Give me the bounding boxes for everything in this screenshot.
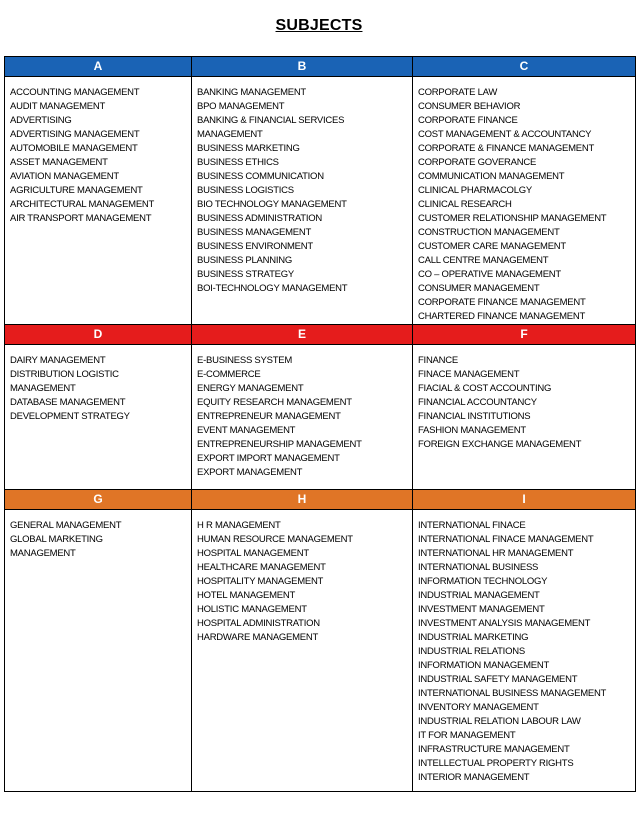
- subject-item: HUMAN RESOURCE MANAGEMENT: [197, 534, 353, 545]
- subject-item: FIACIAL & COST ACCOUNTING: [418, 383, 552, 394]
- subject-list-g: [10, 519, 187, 561]
- section-row: [5, 510, 636, 792]
- subject-item: FINANCE: [418, 355, 458, 366]
- subject-item: COST MANAGEMENT & ACCOUNTANCY: [418, 129, 592, 140]
- subject-list-i: [418, 519, 631, 785]
- subject-item: INDUSTRIAL SAFETY MANAGEMENT: [418, 674, 578, 685]
- subject-item: CLINICAL PHARMACOLGY: [418, 185, 532, 196]
- subject-item: HOSPITAL ADMINISTRATION: [197, 618, 320, 629]
- subject-item: FINANCIAL INSTITUTIONS: [418, 411, 531, 422]
- subject-item: INTERNATIONAL FINACE: [418, 520, 526, 531]
- subject-item: GENERAL MANAGEMENT: [10, 520, 122, 531]
- subject-item: INTERIOR MANAGEMENT: [418, 772, 530, 783]
- subject-item: INFORMATION TECHNOLOGY: [418, 576, 548, 587]
- subject-item: FASHION MANAGEMENT: [418, 425, 526, 436]
- subject-item: HEALTHCARE MANAGEMENT: [197, 562, 326, 573]
- subject-item: BUSINESS PLANNING: [197, 255, 292, 266]
- subject-item: INVESTMENT ANALYSIS MANAGEMENT: [418, 618, 591, 629]
- subject-item: INTERNATIONAL BUSINESS MANAGEMENT: [418, 688, 607, 699]
- subject-item: HARDWARE MANAGEMENT: [197, 632, 319, 643]
- section-header-g: G: [5, 490, 192, 510]
- subject-list-c: [418, 86, 631, 324]
- section-cell-h: [192, 510, 413, 792]
- subject-item: DEVELOPMENT STRATEGY: [10, 411, 130, 422]
- subject-item: ASSET MANAGEMENT: [10, 157, 108, 168]
- subject-item: BUSINESS STRATEGY: [197, 269, 294, 280]
- subject-item: INVESTMENT MANAGEMENT: [418, 604, 545, 615]
- header-row: [5, 57, 636, 77]
- subject-item: ENTREPRENEUR MANAGEMENT: [197, 411, 341, 422]
- subject-item: BANKING & FINANCIAL SERVICES: [197, 115, 345, 126]
- subject-item: DATABASE MANAGEMENT: [10, 397, 126, 408]
- subject-item: INTERNATIONAL BUSINESS: [418, 562, 539, 573]
- subject-item: BANKING MANAGEMENT: [197, 87, 306, 98]
- section-header-b: B: [192, 57, 413, 77]
- section-row: [5, 77, 636, 325]
- subject-item: ACCOUNTING MANAGEMENT: [10, 87, 140, 98]
- subject-item: MANAGEMENT: [10, 383, 76, 394]
- subject-item: BUSINESS COMMUNICATION: [197, 171, 324, 182]
- subject-item: INDUSTRIAL MARKETING: [418, 632, 529, 643]
- subject-item: ARCHITECTURAL MANAGEMENT: [10, 199, 155, 210]
- subject-item: CO – OPERATIVE MANAGEMENT: [418, 269, 561, 280]
- subject-item: FOREIGN EXCHANGE MANAGEMENT: [418, 439, 582, 450]
- section-header-i: I: [413, 490, 636, 510]
- subject-item: BUSINESS MANAGEMENT: [197, 227, 312, 238]
- subject-list-d: [10, 354, 187, 424]
- section-cell-f: [413, 345, 636, 490]
- subject-item: DISTRIBUTION LOGISTIC: [10, 369, 119, 380]
- section-header-e: E: [192, 325, 413, 345]
- section-header-f: F: [413, 325, 636, 345]
- subject-item: EQUITY RESEARCH MANAGEMENT: [197, 397, 352, 408]
- subject-item: HOSPITALITY MANAGEMENT: [197, 576, 324, 587]
- subject-item: CLINICAL RESEARCH: [418, 199, 512, 210]
- subject-item: CORPORATE FINANCE: [418, 115, 518, 126]
- section-cell-g: [5, 510, 192, 792]
- subject-item: CONSTRUCTION MANAGEMENT: [418, 227, 560, 238]
- subject-item: INTERNATIONAL HR MANAGEMENT: [418, 548, 574, 559]
- subject-item: H R MANAGEMENT: [197, 520, 281, 531]
- subject-item: CHARTERED FINANCE MANAGEMENT: [418, 311, 586, 322]
- subject-item: E-BUSINESS SYSTEM: [197, 355, 292, 366]
- subject-item: COMMUNICATION MANAGEMENT: [418, 171, 565, 182]
- subject-item: AUTOMOBILE MANAGEMENT: [10, 143, 138, 154]
- subject-item: CORPORATE GOVERANCE: [418, 157, 537, 168]
- subject-item: ADVERTISING MANAGEMENT: [10, 129, 140, 140]
- subject-item: CUSTOMER CARE MANAGEMENT: [418, 241, 566, 252]
- section-header-h: H: [192, 490, 413, 510]
- subject-item: BUSINESS MARKETING: [197, 143, 300, 154]
- subject-item: AGRICULTURE MANAGEMENT: [10, 185, 143, 196]
- subject-item: EXPORT IMPORT MANAGEMENT: [197, 453, 340, 464]
- subject-item: BPO MANAGEMENT: [197, 101, 285, 112]
- subject-item: ADVERTISING: [10, 115, 72, 126]
- section-header-a: A: [5, 57, 192, 77]
- page-title: SUBJECTS: [275, 17, 363, 34]
- subjects-table: [4, 56, 636, 792]
- subject-item: FINANCIAL ACCOUNTANCY: [418, 397, 537, 408]
- section-cell-e: [192, 345, 413, 490]
- subject-item: CONSUMER MANAGEMENT: [418, 283, 540, 294]
- subject-item: AIR TRANSPORT MANAGEMENT: [10, 213, 152, 224]
- subject-list-h: [197, 519, 408, 645]
- subject-list-e: [197, 354, 408, 480]
- section-cell-d: [5, 345, 192, 490]
- subject-item: DAIRY MANAGEMENT: [10, 355, 106, 366]
- section-cell-b: [192, 77, 413, 325]
- subject-item: INDUSTRIAL RELATIONS: [418, 646, 525, 657]
- subject-item: FINACE MANAGEMENT: [418, 369, 520, 380]
- subject-item: EVENT MANAGEMENT: [197, 425, 296, 436]
- subject-item: INDUSTRIAL RELATION LABOUR LAW: [418, 716, 581, 727]
- subject-list-b: [197, 86, 408, 296]
- subject-item: INVENTORY MANAGEMENT: [418, 702, 539, 713]
- subject-item: INTERNATIONAL FINACE MANAGEMENT: [418, 534, 594, 545]
- subject-item: HOLISTIC MANAGEMENT: [197, 604, 307, 615]
- subject-item: CORPORATE & FINANCE MANAGEMENT: [418, 143, 595, 154]
- subject-item: BOI-TECHNOLOGY MANAGEMENT: [197, 283, 348, 294]
- section-header-c: C: [413, 57, 636, 77]
- subject-item: BUSINESS ADMINISTRATION: [197, 213, 322, 224]
- subject-list-f: [418, 354, 631, 452]
- subject-item: GLOBAL MARKETING: [10, 534, 103, 545]
- subject-item: MANAGEMENT: [197, 129, 263, 140]
- subject-item: AUDIT MANAGEMENT: [10, 101, 106, 112]
- header-row: [5, 325, 636, 345]
- subject-item: CONSUMER BEHAVIOR: [418, 101, 521, 112]
- subject-item: ENTREPRENEURSHIP MANAGEMENT: [197, 439, 362, 450]
- subject-item: AVIATION MANAGEMENT: [10, 171, 119, 182]
- section-cell-a: [5, 77, 192, 325]
- subject-item: INDUSTRIAL MANAGEMENT: [418, 590, 540, 601]
- subject-item: CALL CENTRE MANAGEMENT: [418, 255, 549, 266]
- subject-list-a: [10, 86, 187, 226]
- subject-item: INFORMATION MANAGEMENT: [418, 660, 550, 671]
- subject-item: BUSINESS LOGISTICS: [197, 185, 294, 196]
- section-cell-i: [413, 510, 636, 792]
- subject-item: EXPORT MANAGEMENT: [197, 467, 303, 478]
- section-header-d: D: [5, 325, 192, 345]
- section-cell-c: [413, 77, 636, 325]
- header-row: [5, 490, 636, 510]
- subject-item: HOSPITAL MANAGEMENT: [197, 548, 309, 559]
- subject-item: CUSTOMER RELATIONSHIP MANAGEMENT: [418, 213, 607, 224]
- section-row: [5, 345, 636, 490]
- subject-item: HOTEL MANAGEMENT: [197, 590, 296, 601]
- subject-item: E-COMMERCE: [197, 369, 261, 380]
- subject-item: CORPORATE LAW: [418, 87, 498, 98]
- subject-item: IT FOR MANAGEMENT: [418, 730, 516, 741]
- subject-item: INTELLECTUAL PROPERTY RIGHTS: [418, 758, 574, 769]
- subject-item: BUSINESS ENVIRONMENT: [197, 241, 313, 252]
- subject-item: MANAGEMENT: [10, 548, 76, 559]
- subject-item: INFRASTRUCTURE MANAGEMENT: [418, 744, 570, 755]
- subject-item: ENERGY MANAGEMENT: [197, 383, 304, 394]
- subject-item: BUSINESS ETHICS: [197, 157, 279, 168]
- subject-item: CORPORATE FINANCE MANAGEMENT: [418, 297, 586, 308]
- subject-item: BIO TECHNOLOGY MANAGEMENT: [197, 199, 347, 210]
